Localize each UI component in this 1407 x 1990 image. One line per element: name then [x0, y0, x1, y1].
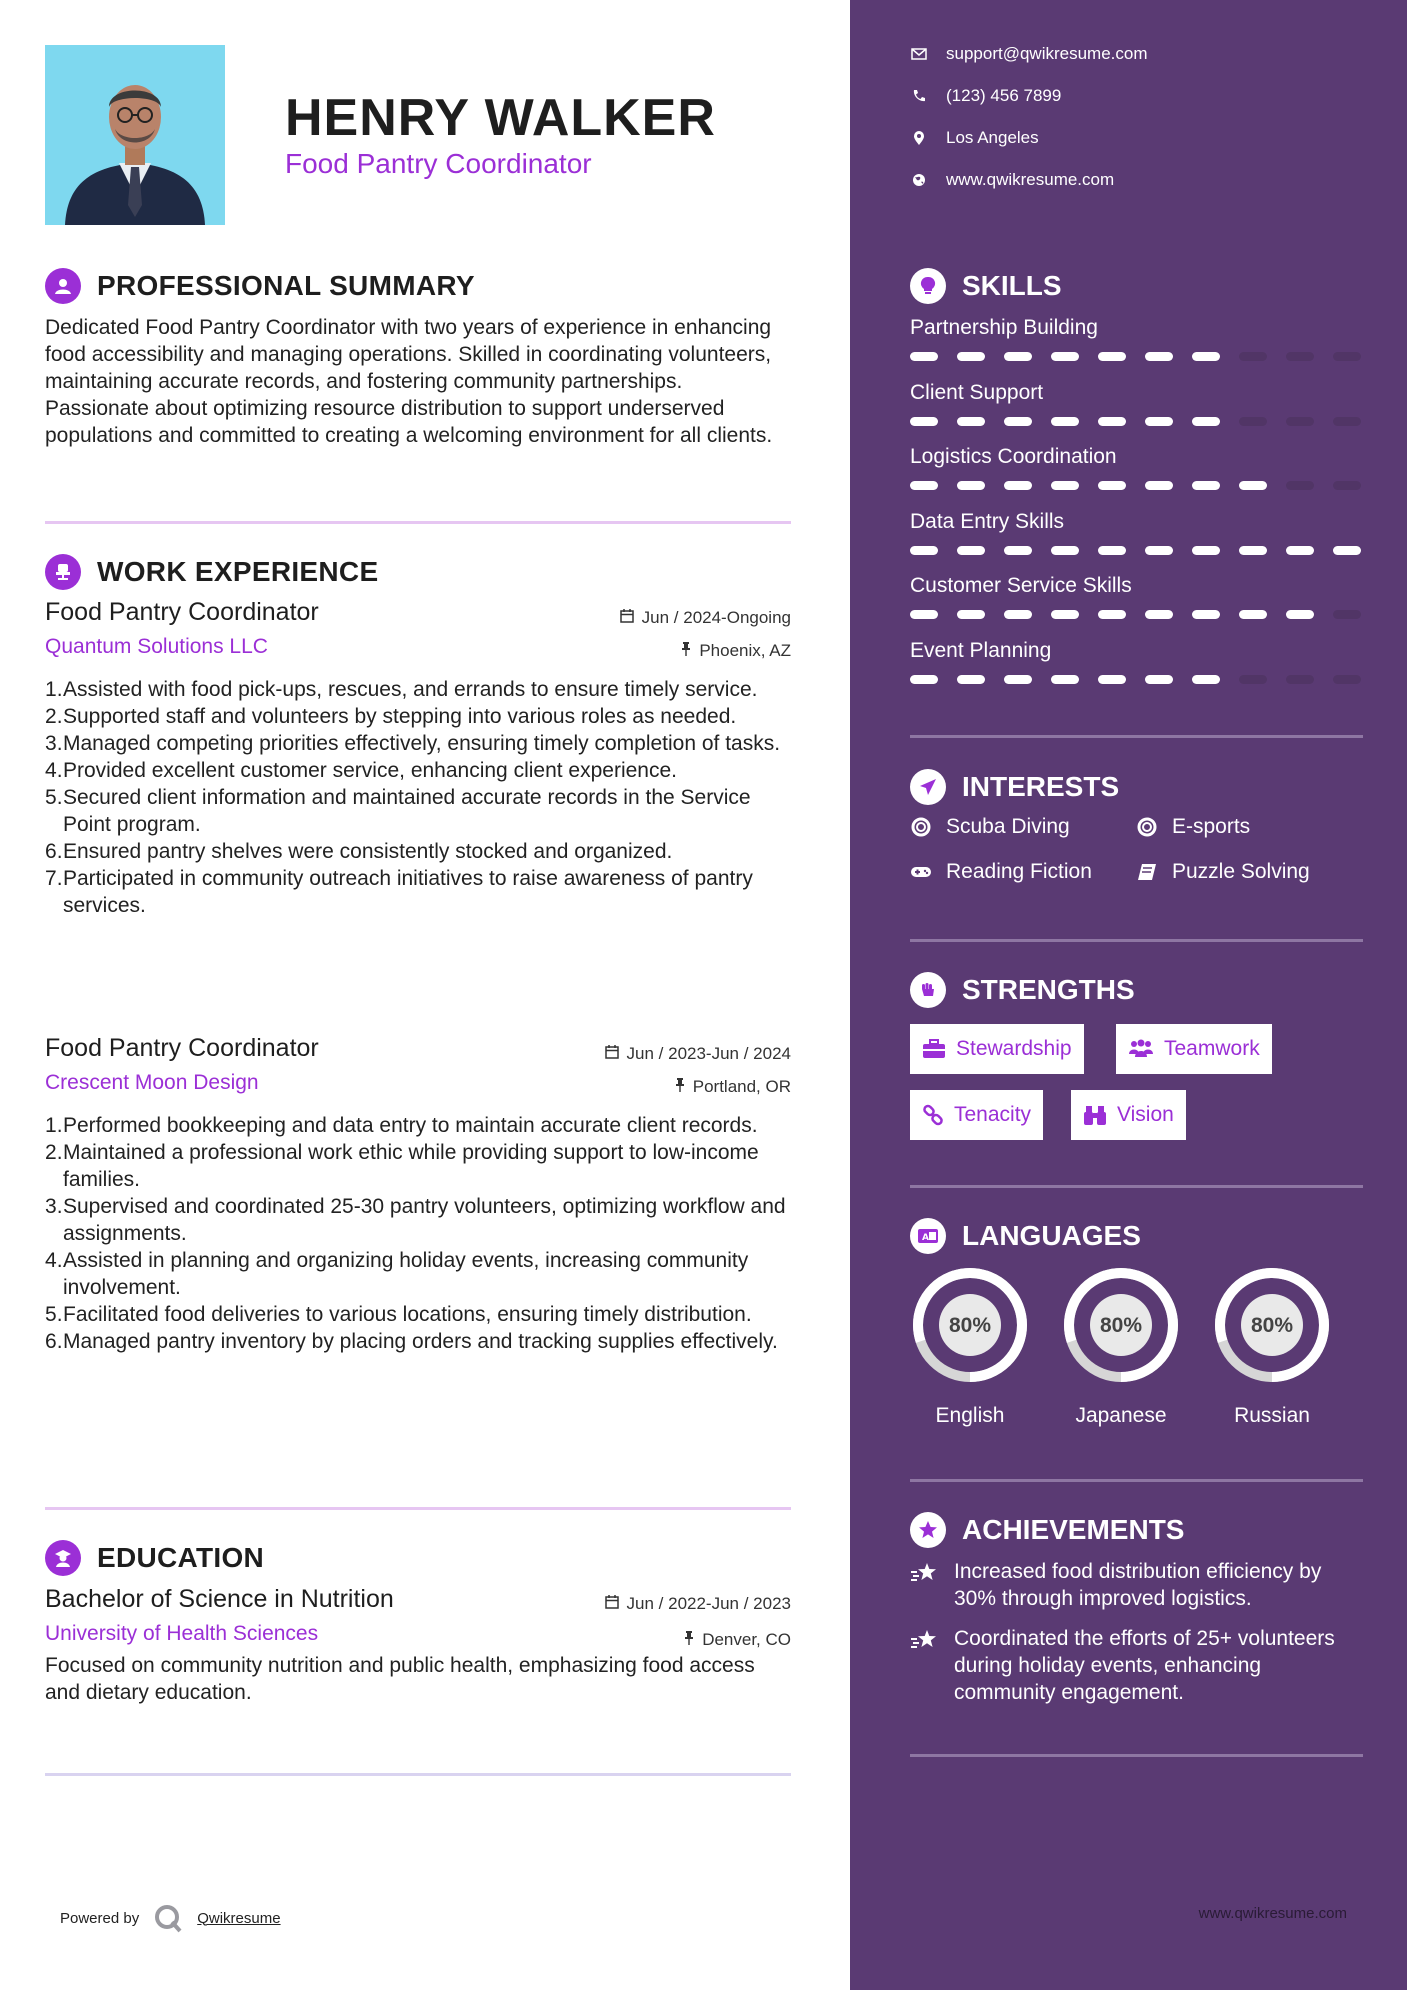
skill-level-dash [1333, 352, 1361, 361]
globe-icon [910, 173, 928, 187]
language-name: English [935, 1404, 1005, 1427]
skill-level-dash [1239, 417, 1267, 426]
list-item: Assisted with food pick-ups, rescues, and errands to ensure timely service. [63, 678, 758, 701]
skill-level-dash [1286, 417, 1314, 426]
list-item: Assisted in planning and organizing holiday events, increasing community involvement. [63, 1249, 749, 1299]
list-item: Ensured pantry shelves were consistently stocked and organized. [63, 840, 673, 863]
skill-level-dash [1098, 352, 1126, 361]
job-date [605, 1044, 791, 1064]
skill-level-dash [1051, 610, 1079, 619]
skill-level-dash [1145, 417, 1173, 426]
gamepad-icon [910, 865, 932, 879]
skill-level-dash [1004, 352, 1032, 361]
contact-website [910, 170, 1114, 190]
language-ring [1212, 1265, 1332, 1385]
contact-phone [910, 86, 1061, 106]
qwikresume-link[interactable]: Qwikresume [197, 1909, 281, 1927]
interest-label: Puzzle Solving [1172, 860, 1310, 883]
section-divider [910, 1185, 1363, 1188]
education-date [605, 1594, 791, 1614]
section-divider [910, 735, 1363, 738]
language-percent: 80% [1250, 1314, 1294, 1337]
list-item: Provided excellent customer service, enhancing client experience. [63, 759, 677, 782]
skill-level-dash [1145, 610, 1173, 619]
job-location-text: Portland, OR [692, 1077, 791, 1096]
strength-badge [1116, 1024, 1272, 1074]
strength-label: Vision [1117, 1103, 1174, 1126]
skill-level-dash [1004, 675, 1032, 684]
skill-level-dash [1286, 675, 1314, 684]
skill-level-dash [1333, 610, 1361, 619]
skill-level-dash [1333, 481, 1361, 490]
contact-email [910, 44, 1148, 64]
education-section [45, 1540, 791, 1576]
interest-item [910, 860, 1092, 884]
education-text: Focused on community nutrition and public health, emphasizing food access and dietary education. [45, 1654, 755, 1704]
skill-level-dash [957, 352, 985, 361]
profile-photo [45, 45, 225, 225]
skill-level-bar [910, 675, 1363, 684]
language-percent: 80% [948, 1314, 992, 1337]
skill-level-bar [910, 546, 1363, 555]
list-item: Performed bookkeeping and data entry to maintain accurate client records. [63, 1114, 758, 1137]
list-item: Participated in community outreach initiatives to raise awareness of pantry services. [63, 867, 753, 917]
interest-label: Scuba Diving [946, 815, 1070, 838]
summary-section [45, 268, 791, 449]
skill-level-dash [957, 481, 985, 490]
contact-phone-text: (123) 456 7899 [946, 86, 1062, 105]
list-item: Secured client information and maintained accurate records in the Service Point program. [63, 786, 751, 836]
skill-level-dash [1004, 546, 1032, 555]
pin-icon [684, 1630, 694, 1650]
job-entry [45, 598, 791, 1018]
skill-name: Logistics Coordination [910, 445, 1117, 468]
list-item: Supported staff and volunteers by stepping into various roles as needed. [63, 705, 737, 728]
skill-level-dash [1051, 352, 1079, 361]
skill-level-dash [910, 352, 938, 361]
job-location [675, 1077, 791, 1097]
lightbulb-icon [910, 268, 946, 304]
book-icon [1136, 863, 1158, 881]
fist-icon [910, 972, 946, 1008]
skill-level-dash [910, 417, 938, 426]
skill-level-dash [1098, 417, 1126, 426]
summary-heading: PROFESSIONAL SUMMARY [97, 270, 475, 301]
skill-level-dash [1192, 610, 1220, 619]
graduate-icon [45, 1540, 81, 1576]
list-item: Maintained a professional work ethic while providing support to low-income families. [63, 1141, 759, 1191]
pin-icon [681, 641, 691, 661]
contact-email-text[interactable]: support@qwikresume.com [946, 44, 1148, 63]
interest-label: E-sports [1172, 815, 1251, 838]
job-duties [63, 676, 791, 919]
skill-level-dash [1286, 610, 1314, 619]
skill-level-dash [1192, 675, 1220, 684]
life-ring-icon [910, 817, 932, 837]
education-date-text: Jun / 2022-Jun / 2023 [626, 1594, 791, 1613]
job-date-text: Jun / 2023-Jun / 2024 [626, 1044, 791, 1063]
job-location [681, 641, 791, 661]
skill-level-dash [1286, 481, 1314, 490]
job-company: Quantum Solutions LLC [45, 635, 268, 658]
education-location [684, 1630, 791, 1650]
job-title: Food Pantry Coordinator [45, 1034, 319, 1062]
skills-heading-row [910, 268, 1062, 304]
section-divider [910, 1479, 1363, 1482]
skill-name: Data Entry Skills [910, 509, 1065, 533]
skill-level-dash [1239, 352, 1267, 361]
contact-location [910, 128, 1039, 148]
skill-level-dash [1192, 352, 1220, 361]
list-item: Managed competing priorities effectively, ensuring timely completion of tasks. [63, 732, 781, 755]
skill-level-dash [1239, 481, 1267, 490]
languages-heading-row [910, 1218, 1141, 1254]
education-entry [45, 1585, 791, 1715]
list-item: Facilitated food deliveries to various locations, ensuring timely distribution. [63, 1303, 752, 1326]
skill-level-dash [1192, 546, 1220, 555]
summary-text: Dedicated Food Pantry Coordinator with two years of experience in enhancing food accessibility and managing operations. Skilled in coordinating volunteers, maintaining accurate records, and fostering community partnerships. Passionate about optimizing resource distribution to support underserved populations and committed to creating a welcoming environment for all clients. [45, 316, 773, 447]
skill-level-dash [1286, 352, 1314, 361]
interest-item [910, 815, 1070, 839]
strength-label: Teamwork [1164, 1037, 1260, 1060]
section-divider [910, 939, 1363, 942]
skill-item [910, 445, 1363, 490]
skill-level-dash [1051, 675, 1079, 684]
contact-location-text: Los Angeles [946, 128, 1039, 147]
map-marker-icon [910, 130, 928, 146]
work-heading: WORK EXPERIENCE [97, 556, 379, 587]
strength-badge [1071, 1090, 1186, 1140]
job-date-text: Jun / 2024-Ongoing [641, 608, 791, 627]
skill-level-dash [957, 610, 985, 619]
skill-item [910, 574, 1363, 619]
skill-name: Customer Service Skills [910, 574, 1132, 597]
skill-name: Client Support [910, 380, 1044, 404]
work-section [45, 554, 791, 590]
achievements-heading-row [910, 1512, 1184, 1548]
skill-level-bar [910, 481, 1363, 490]
calendar-icon [605, 1594, 619, 1614]
strengths-heading-row [910, 972, 1135, 1008]
language-name: Russian [1234, 1404, 1310, 1427]
skill-level-dash [1145, 675, 1173, 684]
skill-level-dash [1145, 546, 1173, 555]
skill-level-dash [957, 417, 985, 426]
skill-level-dash [1098, 546, 1126, 555]
envelope-icon [910, 48, 928, 60]
job-entry [45, 1034, 791, 1454]
job-location-text: Phoenix, AZ [699, 641, 791, 660]
star-badge-icon [910, 1512, 946, 1548]
strength-label: Stewardship [956, 1037, 1072, 1060]
powered-by-label: Powered by [60, 1909, 140, 1927]
qwikresume-logo-icon [153, 1903, 183, 1933]
skills-heading: SKILLS [962, 270, 1062, 301]
skill-level-dash [1051, 546, 1079, 555]
briefcase-icon [922, 1039, 946, 1059]
strength-label: Tenacity [954, 1103, 1032, 1126]
powered-by [60, 1903, 281, 1933]
contact-website-text[interactable]: www.qwikresume.com [946, 170, 1115, 189]
section-divider [45, 521, 791, 524]
candidate-name: HENRY WALKER [285, 89, 716, 147]
skill-level-dash [1239, 675, 1267, 684]
chair-icon [45, 554, 81, 590]
job-duties [63, 1112, 791, 1355]
link-icon [922, 1104, 944, 1126]
strength-badge [910, 1024, 1084, 1074]
job-company: Crescent Moon Design [45, 1071, 259, 1094]
skill-name: Event Planning [910, 638, 1052, 662]
skill-level-dash [1145, 481, 1173, 490]
skill-item [910, 510, 1363, 555]
language-item [1061, 1265, 1181, 1428]
skill-level-dash [1004, 417, 1032, 426]
users-icon [1128, 1039, 1154, 1059]
skill-item [910, 316, 1363, 361]
skill-level-bar [910, 610, 1363, 619]
achievement-item [910, 1558, 1363, 1612]
shooting-star-icon [910, 1558, 938, 1612]
interest-item [1136, 815, 1250, 839]
interests-heading-row [910, 769, 1119, 805]
skill-level-dash [1098, 610, 1126, 619]
skill-level-dash [910, 675, 938, 684]
language-percent: 80% [1099, 1314, 1143, 1337]
job-title: Food Pantry Coordinator [45, 598, 319, 626]
skill-level-dash [1098, 675, 1126, 684]
skill-level-dash [1051, 417, 1079, 426]
list-item: Supervised and coordinated 25-30 pantry volunteers, optimizing workflow and assignments. [63, 1195, 786, 1245]
translate-icon [910, 1218, 946, 1254]
skill-level-dash [910, 546, 938, 555]
strengths-heading: STRENGTHS [962, 974, 1135, 1005]
skill-level-dash [1098, 481, 1126, 490]
skill-level-dash [1145, 352, 1173, 361]
user-icon [45, 268, 81, 304]
language-item [910, 1265, 1030, 1428]
language-ring [910, 1265, 1030, 1385]
calendar-icon [605, 1044, 619, 1064]
section-divider [910, 1754, 1363, 1757]
candidate-role: Food Pantry Coordinator [285, 148, 592, 179]
paper-plane-icon [910, 769, 946, 805]
skill-level-dash [1333, 417, 1361, 426]
achievement-item [910, 1625, 1363, 1706]
section-divider [45, 1507, 791, 1510]
languages-heading: LANGUAGES [962, 1220, 1141, 1251]
interest-label: Reading Fiction [946, 860, 1092, 883]
skill-level-dash [1051, 481, 1079, 490]
skill-level-dash [1239, 546, 1267, 555]
skill-level-dash [1286, 546, 1314, 555]
skill-level-dash [1004, 481, 1032, 490]
skill-level-dash [910, 481, 938, 490]
job-date [620, 608, 791, 628]
achievement-text: Coordinated the efforts of 25+ volunteers during holiday events, enhancing community engagement. [954, 1627, 1335, 1704]
education-heading: EDUCATION [97, 1542, 265, 1573]
footer-website[interactable]: www.qwikresume.com [1198, 1905, 1347, 1922]
interests-heading: INTERESTS [962, 771, 1120, 802]
phone-icon [910, 89, 928, 103]
skill-level-dash [1239, 610, 1267, 619]
education-location-text: Denver, CO [702, 1630, 791, 1649]
skill-level-dash [1333, 675, 1361, 684]
interest-item [1136, 860, 1310, 884]
calendar-icon [620, 608, 634, 628]
language-item [1212, 1265, 1332, 1428]
skill-item [910, 639, 1363, 684]
skill-level-dash [1004, 610, 1032, 619]
skill-level-bar [910, 417, 1363, 426]
section-divider [45, 1773, 791, 1776]
list-item: Managed pantry inventory by placing orders and tracking supplies effectively. [63, 1330, 778, 1353]
skill-level-bar [910, 352, 1363, 361]
binoculars-icon [1083, 1104, 1107, 1126]
shooting-star-icon [910, 1625, 938, 1706]
skill-level-dash [910, 610, 938, 619]
strength-badge [910, 1090, 1043, 1140]
language-name: Japanese [1075, 1404, 1167, 1427]
school-name: University of Health Sciences [45, 1622, 319, 1645]
svg-text:A: A [922, 1233, 929, 1243]
skill-item [910, 381, 1363, 426]
achievements-heading: ACHIEVEMENTS [962, 1514, 1185, 1545]
skill-name: Partnership Building [910, 316, 1098, 339]
skill-level-dash [957, 675, 985, 684]
degree-title: Bachelor of Science in Nutrition [45, 1585, 394, 1613]
skill-level-dash [1192, 417, 1220, 426]
achievement-text: Increased food distribution efficiency by 30% through improved logistics. [954, 1560, 1322, 1610]
skill-level-dash [1333, 546, 1361, 555]
language-ring [1061, 1265, 1181, 1385]
pin-icon [675, 1077, 685, 1097]
life-ring-icon [1136, 817, 1158, 837]
skill-level-dash [957, 546, 985, 555]
skill-level-dash [1192, 481, 1220, 490]
